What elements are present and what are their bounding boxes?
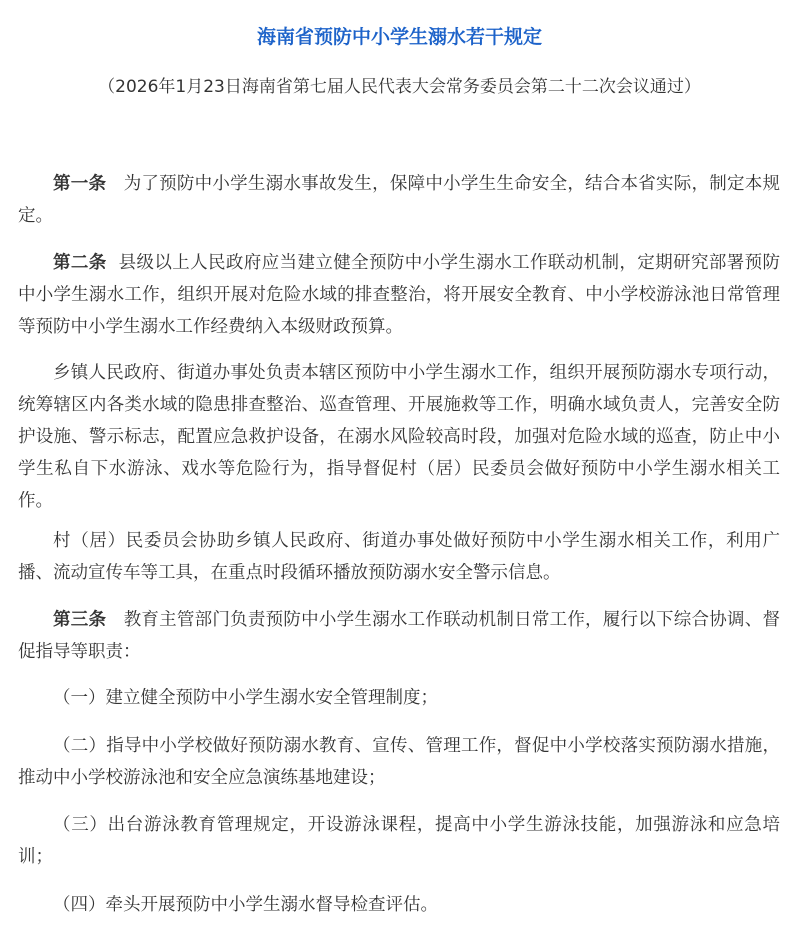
article-3-paragraph (18, 604, 780, 668)
document-title: 海南省预防中小学生溺水若干规定 (256, 26, 542, 48)
article-2-paragraph-3: 村（居）民委员会协助乡镇人民政府、街道办事处做好预防中小学生溺水相关工作，利用广播、流动宣传车等工具，在重点时段循环播放预防溺水安全警示信息。 (18, 531, 780, 583)
article-spacer (106, 610, 123, 630)
article-2-paragraph-2: 乡镇人民政府、街道办事处负责本辖区预防中小学生溺水工作，组织开展预防溺水专项行动，统筹辖区内各类水域的隐患排查整治、巡查管理、开展施救等工作，明确水域负责人，完善安全防护设施、警示标志，配置应急救护设备，在溺水风险较高时段，加强对危险水域的巡查，防止中小学生私自下水游泳、戏水等危险行为，指导督促村（居）民委员会做好预防中小学生溺水相关工作。 (18, 363, 780, 511)
article-spacer (106, 174, 123, 194)
article-2-text: 县级以上人民政府应当建立健全预防中小学生溺水工作联动机制，定期研究部署预防中小学生溺水工作，组织开展对危险水域的排查整治，将开展安全教育、中小学校游泳池日常管理等预防中小学生溺水工作经费纳入本级财政预算。 (18, 253, 781, 337)
article-3-item-4: （四）牵头开展预防中小学生溺水督导检查评估。 (53, 895, 438, 915)
article-1-paragraph (18, 168, 780, 232)
article-3-item-1: （一）建立健全预防中小学生溺水安全管理制度； (53, 688, 438, 708)
article-1-text: 为了预防中小学生溺水事故发生，保障中小学生生命安全，结合本省实际，制定本规定。 (18, 174, 781, 226)
article-2-paragraph (18, 247, 780, 343)
article-2-label: 第二条 (53, 253, 107, 273)
document-subtitle: （2026年1月23日海南省第七届人民代表大会常务委员会第二十二次会议通过） (98, 77, 701, 97)
article-3-label: 第三条 (53, 610, 107, 630)
article-1-label: 第一条 (53, 174, 107, 194)
article-3-item-2: （二）指导中小学校做好预防溺水教育、宣传、管理工作，督促中小学校落实预防溺水措施，推动中小学校游泳池和安全应急演练基地建设； (18, 736, 780, 788)
article-3-item-3: （三）出台游泳教育管理规定，开设游泳课程，提高中小学生游泳技能，加强游泳和应急培训； (18, 815, 780, 867)
article-spacer (107, 253, 119, 273)
article-3-text: 教育主管部门负责预防中小学生溺水工作联动机制日常工作，履行以下综合协调、督促指导等职责： (18, 610, 781, 662)
